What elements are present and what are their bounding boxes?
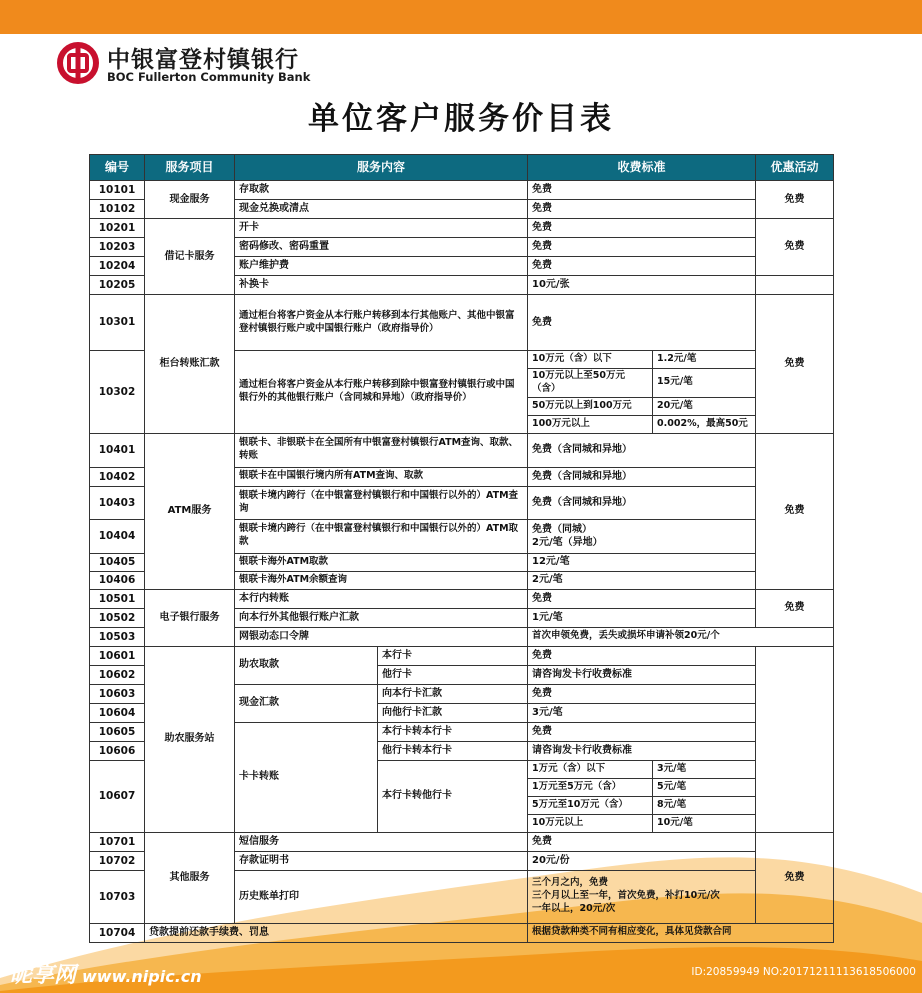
row-no: 10205 bbox=[90, 276, 145, 295]
fee-line: 一年以上，20元/次 bbox=[532, 903, 616, 915]
promo-atm: 免费 bbox=[756, 433, 834, 589]
row-fee: 免费 bbox=[528, 589, 756, 608]
row-no: 10201 bbox=[90, 219, 145, 238]
row-fee: 免费 bbox=[528, 684, 756, 703]
row-fee: 免费 bbox=[528, 219, 756, 238]
row-no: 10603 bbox=[90, 684, 145, 703]
promo-empty bbox=[756, 722, 834, 741]
row-no: 10702 bbox=[90, 851, 145, 870]
tier-range: 10万元以上至50万元（含） bbox=[528, 369, 653, 398]
tier-price: 10元/笔 bbox=[653, 814, 756, 832]
promo-ebank: 免费 bbox=[756, 589, 834, 627]
row-fee: 3元/笔 bbox=[528, 703, 756, 722]
fee-line: 三个月以上至一年，首次免费，补打10元/次 bbox=[532, 890, 720, 902]
row-fee: 12元/笔 bbox=[528, 553, 756, 571]
row-no: 10703 bbox=[90, 870, 145, 923]
tier-price: 8元/笔 bbox=[653, 796, 756, 814]
table-row bbox=[90, 181, 834, 200]
row-fee: 免费 bbox=[528, 238, 756, 257]
table-header-row bbox=[90, 155, 834, 181]
row-fee: 免费 bbox=[528, 832, 756, 851]
row-content: 现金兑换或清点 bbox=[235, 200, 528, 219]
promo-cash: 免费 bbox=[756, 181, 834, 219]
row-no: 10402 bbox=[90, 467, 145, 486]
promo-other: 免费 bbox=[756, 832, 834, 923]
promo-empty bbox=[756, 276, 834, 295]
promo-empty bbox=[756, 665, 834, 684]
table-row bbox=[90, 646, 834, 665]
row-content: 存款证明书 bbox=[235, 851, 528, 870]
agri-group-remit: 现金汇款 bbox=[235, 684, 378, 722]
section-agri: 助农服务站 bbox=[145, 646, 235, 832]
row-fee: 免费（含同城和异地） bbox=[528, 467, 756, 486]
promo-empty bbox=[756, 760, 834, 832]
row-fee: 请咨询发卡行收费标准 bbox=[528, 665, 756, 684]
row-content: 银联卡海外ATM余额查询 bbox=[235, 571, 528, 589]
table-row bbox=[90, 219, 834, 238]
row-no: 10605 bbox=[90, 722, 145, 741]
row-no: 10701 bbox=[90, 832, 145, 851]
promo-empty bbox=[756, 741, 834, 760]
tier-price: 1.2元/笔 bbox=[653, 351, 756, 369]
tier-range: 5万元至10万元（含） bbox=[528, 796, 653, 814]
row-content: 银联卡境内跨行（在中银富登村镇银行和中国银行以外的）ATM查询 bbox=[235, 486, 528, 519]
section-ebank: 电子银行服务 bbox=[145, 589, 235, 646]
row-sub: 本行卡转他行卡 bbox=[378, 760, 528, 832]
section-other: 其他服务 bbox=[145, 832, 235, 923]
row-no: 10404 bbox=[90, 519, 145, 553]
row-fee: 免费 bbox=[528, 295, 756, 351]
row-no: 10102 bbox=[90, 200, 145, 219]
watermark-site bbox=[10, 958, 202, 989]
row-fee: 1元/笔 bbox=[528, 608, 756, 627]
row-no: 10607 bbox=[90, 760, 145, 832]
row-content: 银联卡、非银联卡在全国所有中银富登村镇银行ATM查询、取款、转账 bbox=[235, 433, 528, 467]
row-no: 10606 bbox=[90, 741, 145, 760]
header-promo: 优惠活动 bbox=[756, 155, 834, 181]
row-fee bbox=[528, 870, 756, 923]
row-no: 10501 bbox=[90, 589, 145, 608]
row-content: 通过柜台将客户资金从本行账户转移到本行其他账户、其他中银富登村镇银行账户或中国银行账户（政府指导价） bbox=[235, 295, 528, 351]
row-no: 10301 bbox=[90, 295, 145, 351]
row-no: 10203 bbox=[90, 238, 145, 257]
section-debit: 借记卡服务 bbox=[145, 219, 235, 295]
bank-name-en: BOC Fullerton Community Bank bbox=[107, 70, 311, 84]
row-fee: 2元/笔 bbox=[528, 571, 756, 589]
row-content: 通过柜台将客户资金从本行账户转移到除中银富登村镇银行或中国银行外的其他银行账户（含同城和异地）（政府指导价） bbox=[235, 351, 528, 434]
tier-price: 3元/笔 bbox=[653, 760, 756, 778]
row-fee: 免费（含同城和异地） bbox=[528, 486, 756, 519]
row-no: 10101 bbox=[90, 181, 145, 200]
row-no: 10405 bbox=[90, 553, 145, 571]
fee-line: 免费（同城） bbox=[532, 523, 593, 535]
bank-name-cn: 中银富登村镇银行 bbox=[107, 47, 299, 73]
row-no: 10602 bbox=[90, 665, 145, 684]
row-content: 历史账单打印 bbox=[235, 870, 528, 923]
row-fee: 免费 bbox=[528, 646, 756, 665]
row-content: 贷款提前还款手续费、罚息 bbox=[145, 923, 528, 942]
row-sub: 他行卡 bbox=[378, 665, 528, 684]
tier-price: 15元/笔 bbox=[653, 369, 756, 398]
row-fee: 免费 bbox=[528, 257, 756, 276]
tier-range: 10万元以上 bbox=[528, 814, 653, 832]
table-row bbox=[90, 923, 834, 942]
section-atm: ATM服务 bbox=[145, 433, 235, 589]
row-no: 10204 bbox=[90, 257, 145, 276]
row-sub: 他行卡转本行卡 bbox=[378, 741, 528, 760]
row-sub: 向他行卡汇款 bbox=[378, 703, 528, 722]
promo-empty bbox=[756, 703, 834, 722]
row-content: 账户维护费 bbox=[235, 257, 528, 276]
fee-line: 2元/笔（异地） bbox=[532, 537, 603, 549]
header-content: 服务内容 bbox=[235, 155, 528, 181]
row-no: 10704 bbox=[90, 923, 145, 942]
row-fee: 10元/张 bbox=[528, 276, 756, 295]
row-content: 银联卡在中国银行境内所有ATM查询、取款 bbox=[235, 467, 528, 486]
row-fee: 免费（含同城和异地） bbox=[528, 433, 756, 467]
row-fee: 根据贷款种类不同有相应变化，具体见贷款合同 bbox=[528, 923, 834, 942]
tier-range: 1万元至5万元（含） bbox=[528, 778, 653, 796]
row-content: 开卡 bbox=[235, 219, 528, 238]
row-fee: 请咨询发卡行收费标准 bbox=[528, 741, 756, 760]
promo-empty bbox=[756, 684, 834, 703]
row-no: 10403 bbox=[90, 486, 145, 519]
table-row bbox=[90, 433, 834, 467]
agri-group-withdraw: 助农取款 bbox=[235, 646, 378, 684]
header-item: 服务项目 bbox=[145, 155, 235, 181]
row-sub: 本行卡 bbox=[378, 646, 528, 665]
promo-empty bbox=[756, 646, 834, 665]
row-fee bbox=[528, 519, 756, 553]
top-orange-bar bbox=[0, 0, 922, 34]
table-row bbox=[90, 295, 834, 351]
row-no: 10604 bbox=[90, 703, 145, 722]
row-content: 补换卡 bbox=[235, 276, 528, 295]
tier-range: 100万元以上 bbox=[528, 415, 653, 433]
agri-group-transfer: 卡卡转账 bbox=[235, 722, 378, 832]
row-no: 10502 bbox=[90, 608, 145, 627]
tier-price: 5元/笔 bbox=[653, 778, 756, 796]
promo-debit: 免费 bbox=[756, 219, 834, 276]
row-no: 10406 bbox=[90, 571, 145, 589]
page-title: 单位客户服务价目表 bbox=[308, 101, 614, 137]
fee-line: 三个月之内，免费 bbox=[532, 877, 609, 889]
tier-range: 1万元（含）以下 bbox=[528, 760, 653, 778]
row-content: 密码修改、密码重置 bbox=[235, 238, 528, 257]
row-sub: 向本行卡汇款 bbox=[378, 684, 528, 703]
fee-table bbox=[89, 154, 834, 943]
section-counter: 柜台转账汇款 bbox=[145, 295, 235, 434]
row-sub: 本行卡转本行卡 bbox=[378, 722, 528, 741]
row-content: 网银动态口令牌 bbox=[235, 627, 528, 646]
section-cash: 现金服务 bbox=[145, 181, 235, 219]
row-no: 10401 bbox=[90, 433, 145, 467]
table-row bbox=[90, 832, 834, 851]
row-content: 银联卡境内跨行（在中银富登村镇银行和中国银行以外的）ATM取款 bbox=[235, 519, 528, 553]
row-fee: 免费 bbox=[528, 181, 756, 200]
tier-price: 20元/笔 bbox=[653, 397, 756, 415]
row-content: 短信服务 bbox=[235, 832, 528, 851]
row-fee: 免费 bbox=[528, 200, 756, 219]
row-fee: 20元/份 bbox=[528, 851, 756, 870]
row-fee: 免费 bbox=[528, 722, 756, 741]
promo-counter: 免费 bbox=[756, 295, 834, 434]
header-no: 编号 bbox=[90, 155, 145, 181]
row-no: 10302 bbox=[90, 351, 145, 434]
row-content: 存取款 bbox=[235, 181, 528, 200]
tier-price: 0.002%，最高50元 bbox=[653, 415, 756, 433]
row-no: 10503 bbox=[90, 627, 145, 646]
header-fee: 收费标准 bbox=[528, 155, 756, 181]
row-no: 10601 bbox=[90, 646, 145, 665]
watermark-id: ID:20859949 NO:20171211113618506000 bbox=[691, 966, 916, 978]
row-content: 本行内转账 bbox=[235, 589, 528, 608]
bank-logo-icon bbox=[57, 42, 99, 84]
row-fee: 首次申领免费，丢失或损坏申请补领20元/个 bbox=[528, 627, 834, 646]
tier-range: 50万元以上到100万元 bbox=[528, 397, 653, 415]
watermark-logo-text: 昵享网 bbox=[10, 963, 77, 988]
row-content: 向本行外其他银行账户汇款 bbox=[235, 608, 528, 627]
row-content: 银联卡海外ATM取款 bbox=[235, 553, 528, 571]
table-row bbox=[90, 589, 834, 608]
watermark-url: www.nipic.cn bbox=[82, 967, 202, 986]
tier-range: 10万元（含）以下 bbox=[528, 351, 653, 369]
